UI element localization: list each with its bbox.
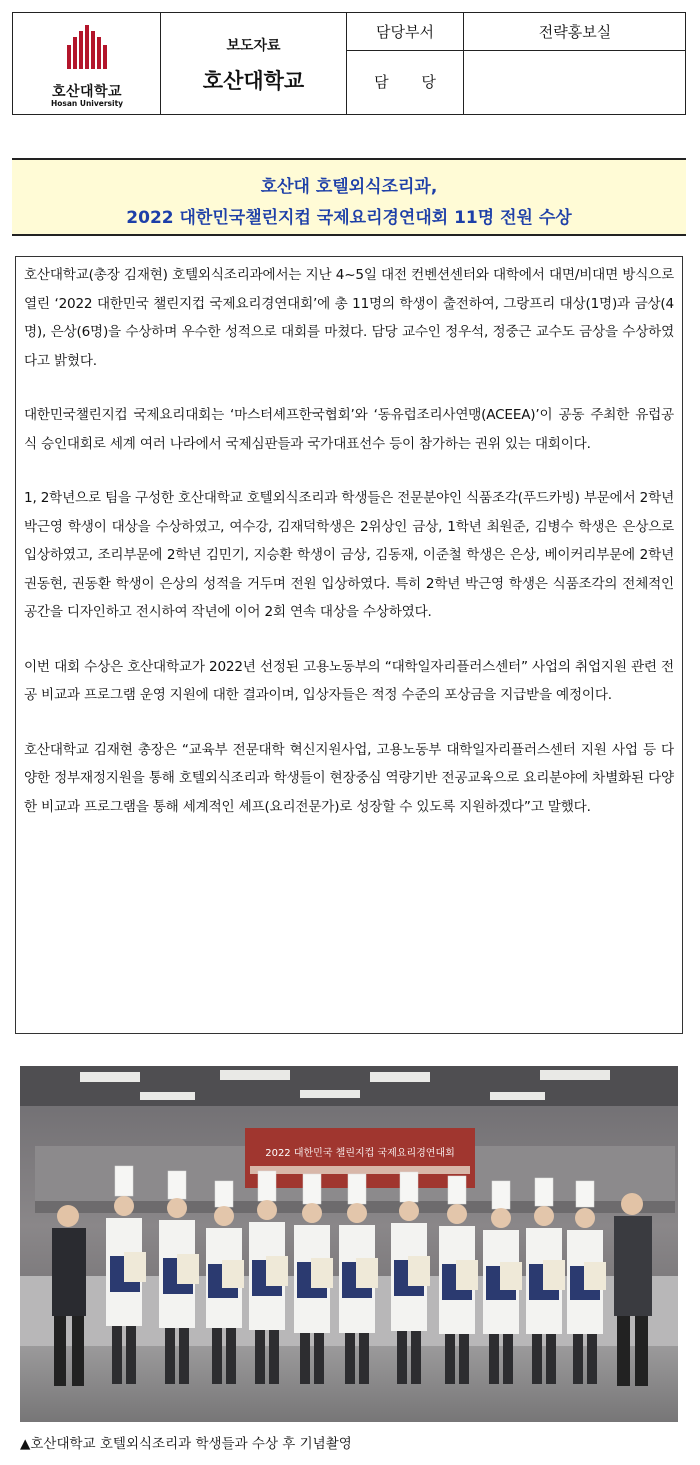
contact-value [464, 51, 686, 114]
article-title-line-1: 호산대 호텔외식조리과, [260, 177, 438, 197]
photo-caption: ▲호산대학교 호텔외식조리과 학생들과 수상 후 기념촬영 [20, 1436, 352, 1452]
hosan-university-logo-icon [63, 23, 111, 71]
logo-name-ko: 호산대학교 [51, 84, 123, 100]
press-header-table [12, 12, 686, 115]
paragraph-3: 1, 2학년으로 팀을 구성한 호산대학교 호텔외식조리과 학생들은 전문분야인 식품조각(푸드카빙) 부문에서 2학년 박근영 학생이 대상을 수상하였고, 여수강, 김재덕학생은 2위상인 금상, 1학년 최원준, 김병수 학생은 은상으로 입상하였고, 조리부문에 2학년 김민기, 지승환 학생이 금상, 김동재, 이준철 학생은 은상, 베이커리부문에 2학년 권동현, 권동환 학생이 은상의 성적을 거두며 전원 입상하였다. 특히 2학년 박근영 학생은 식품조각의 전체적인 공간을 디자인하고 전시하여 작년에 이어 2회 연속 대상을 수상하였다. [24, 490, 674, 620]
press-cell [161, 13, 347, 114]
article-title-line-2: 2022 대한민국챌린지컵 국제요리경연대회 11명 전원 수상 [126, 208, 572, 228]
paragraph-1: 호산대학교(총장 김재현) 호텔외식조리과에서는 지난 4~5일 대전 컨벤션센터와 대학에서 대면/비대면 방식으로 열린 ‘2022 대한민국 챌린지컵 국제요리경연대회’에 총 11명의 학생이 출전하여, 그랑프리 대상(1명)과 금상(4명), 은상(6명)을 수상하며 우수한 성적으로 대회를 마쳤다. 담당 교수인 정우석, 정중근 교수도 금상을 수상하였다고 밝혔다. [24, 267, 674, 369]
dept-value: 전략홍보실 [464, 13, 686, 51]
paragraph-5: 호산대학교 김재현 총장은 “교육부 전문대학 혁신지원사업, 고용노동부 대학일자리플러스센터 지원 사업 등 다양한 정부재정지원을 통해 호텔외식조리과 학생들이 현장중심 역량기반 전공교육으로 요리분야에 차별화된 다양한 비교과 프로그램을 통해 세계적인 셰프(요리전문가)로 성장할 수 있도록 지원하겠다”고 말했다. [24, 741, 674, 815]
article-title-band [12, 158, 686, 236]
article-body [15, 256, 683, 1034]
logo-name-en: Hosan University [50, 99, 124, 108]
paragraph-2: 대한민국챌린지컵 국제요리대회는 ‘마스터셰프한국협회’와 ‘동유럽조리사연맹(ACEEA)’이 공동 주최한 유럽공식 승인대회로 세계 여러 나라에서 국제심판들과 국가대표선수 등이 참가하는 권위 있는 대회이다. [24, 407, 674, 452]
group-photo [20, 1066, 678, 1422]
logo-cell [13, 13, 161, 114]
press-release-label: 보도자료 [226, 38, 281, 54]
group-photo-illustration [20, 1066, 678, 1422]
paragraph-4: 이번 대회 수상은 호산대학교가 2022년 선정된 고용노동부의 “대학일자리플러스센터” 사업의 취업지원 관련 전공 비교과 프로그램 운영 지원에 대한 결과이며, 입상자들은 적정 수준의 포상금을 지급받을 예정이다. [24, 658, 674, 703]
press-org-name: 호산대학교 [202, 69, 305, 93]
dept-label: 담당부서 [347, 13, 464, 51]
contact-label: 담 당 [347, 51, 464, 114]
photo-banner-text: 2022 대한민국 챌린지컵 국제요리경연대회 [265, 1148, 455, 1159]
